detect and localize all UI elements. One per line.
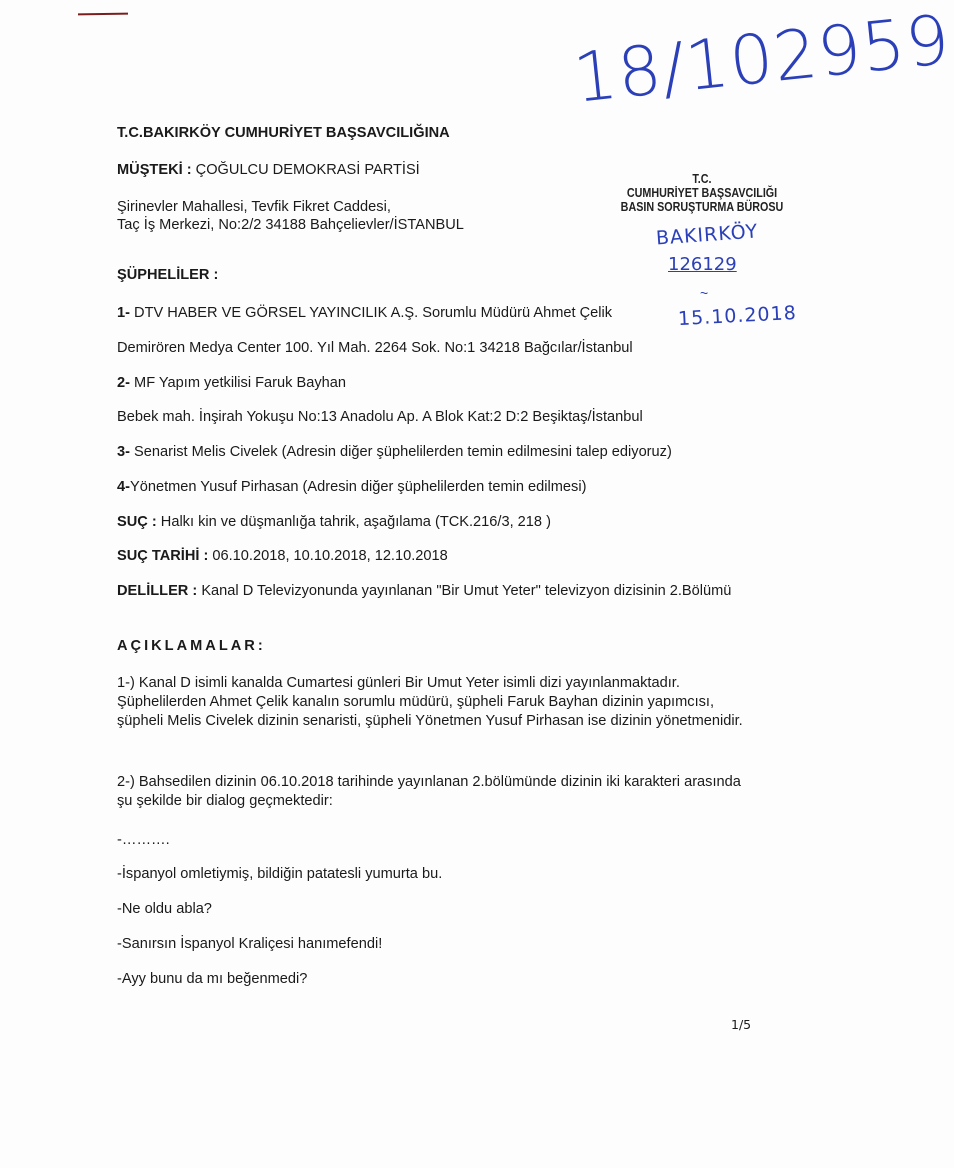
crime-date-label: SUÇ TARİHİ : xyxy=(117,548,209,564)
complainant-name: ÇOĞULCU DEMOKRASİ PARTİSİ xyxy=(195,162,420,178)
explanation-paragraph-1: 1-) Kanal D isimli kanalda Cumartesi günleri Bir Umut Yeter isimli dizi yayınlanmaktadır. Şüphelilerden Ahmet Çelik kanalın sorumlu müdürü, şüpheli Faruk Bayhan dizinin yapımcısı, şüpheli Melis Civelek dizinin senaristi, şüpheli Yönetmen Yusuf Pirhasan ise dizinin yönetmenidir. xyxy=(117,675,743,729)
stamp-line-3: BASIN SORUŞTURMA BÜROSU xyxy=(620,200,784,214)
dialog-line-5: -Ayy bunu da mı beğenmedi? xyxy=(117,971,308,987)
suspect-2-text: MF Yapım yetkilisi Faruk Bayhan xyxy=(129,375,346,391)
suspect-3-text: Senarist Melis Civelek (Adresin diğer şüphelilerden temin edilmesini talep ediyoruz) xyxy=(129,444,672,460)
suspect-1-address: Demirören Medya Center 100. Yıl Mah. 2264 Sok. No:1 34218 Bağcılar/İstanbul xyxy=(117,340,633,356)
suspect-1 xyxy=(117,304,612,323)
suspect-4 xyxy=(117,478,586,497)
crime-date-text: 06.10.2018, 10.10.2018, 12.10.2018 xyxy=(208,548,448,564)
dialog-line-1: -………. xyxy=(117,832,170,848)
complainant-address-2: Taç İş Merkezi, No:2/2 34188 Bahçelievler/İSTANBUL xyxy=(117,217,464,233)
crime-text: Halkı kin ve düşmanlığa tahrik, aşağılama (TCK.216/3, 218 ) xyxy=(156,514,551,530)
evidence-label: DELİLLER : xyxy=(117,583,198,599)
dialog-line-4: -Sanırsın İspanyol Kraliçesi hanımefendi! xyxy=(117,936,383,952)
suspect-1-number: 1- xyxy=(117,305,130,321)
complainant-label: MÜŞTEKİ : xyxy=(117,162,192,178)
suspect-2 xyxy=(117,374,346,393)
suspects-heading: ŞÜPHELİLER : xyxy=(117,267,219,283)
suspect-4-text: Yönetmen Yusuf Pirhasan (Adresin diğer şüphelilerden temin edilmesi) xyxy=(129,479,587,495)
evidence-text: Kanal D Televizyonunda yayınlanan "Bir Umut Yeter" televizyon dizisinin 2.Bölümü xyxy=(197,583,732,599)
suspect-4-number: 4- xyxy=(117,479,130,495)
dialog-line-2: -İspanyol omletiymiş, bildiğin patatesli yumurta bu. xyxy=(117,866,443,882)
suspect-3-number: 3- xyxy=(117,444,130,460)
handwritten-registry-number: 126129 xyxy=(668,254,737,275)
addressee-office: T.C.BAKIRKÖY CUMHURİYET BAŞSAVCILIĞINA xyxy=(117,125,450,141)
page-number: 1/5 xyxy=(731,1017,752,1032)
dialog-line-3: -Ne oldu abla? xyxy=(117,901,212,917)
crime-line xyxy=(117,513,551,532)
explanations-heading: AÇIKLAMALAR: xyxy=(117,638,266,654)
office-stamp xyxy=(618,172,787,214)
complainant-line xyxy=(117,161,420,180)
handwritten-date: 15.10.2018 xyxy=(677,301,798,331)
handwritten-mark: ~ xyxy=(700,285,709,301)
evidence-paragraph xyxy=(117,582,747,601)
crime-label: SUÇ : xyxy=(117,514,157,530)
complainant-address-1: Şirinevler Mahallesi, Tevfik Fikret Caddesi, xyxy=(117,199,391,215)
suspect-1-text: DTV HABER VE GÖRSEL YAYINCILIK A.Ş. Sorumlu Müdürü Ahmet Çelik xyxy=(129,305,613,321)
suspect-3 xyxy=(117,443,672,462)
suspect-2-address: Bebek mah. İnşirah Yokuşu No:13 Anadolu Ap. A Blok Kat:2 D:2 Beşiktaş/İstanbul xyxy=(117,409,643,425)
explanation-paragraph-2: 2-) Bahsedilen dizinin 06.10.2018 tarihinde yayınlanan 2.bölümünde dizinin iki karakteri arasında şu şekilde bir dialog geçmektedir: xyxy=(117,774,741,809)
corner-mark xyxy=(78,13,128,16)
handwritten-file-number: 18/102959 xyxy=(569,0,954,119)
stamp-line-1: T.C. xyxy=(692,172,712,186)
handwritten-city: BAKIRKÖY xyxy=(655,220,759,250)
crime-date-line xyxy=(117,547,448,566)
stamp-line-2: CUMHURİYET BAŞSAVCILIĞI xyxy=(626,186,778,200)
suspect-2-number: 2- xyxy=(117,375,130,391)
